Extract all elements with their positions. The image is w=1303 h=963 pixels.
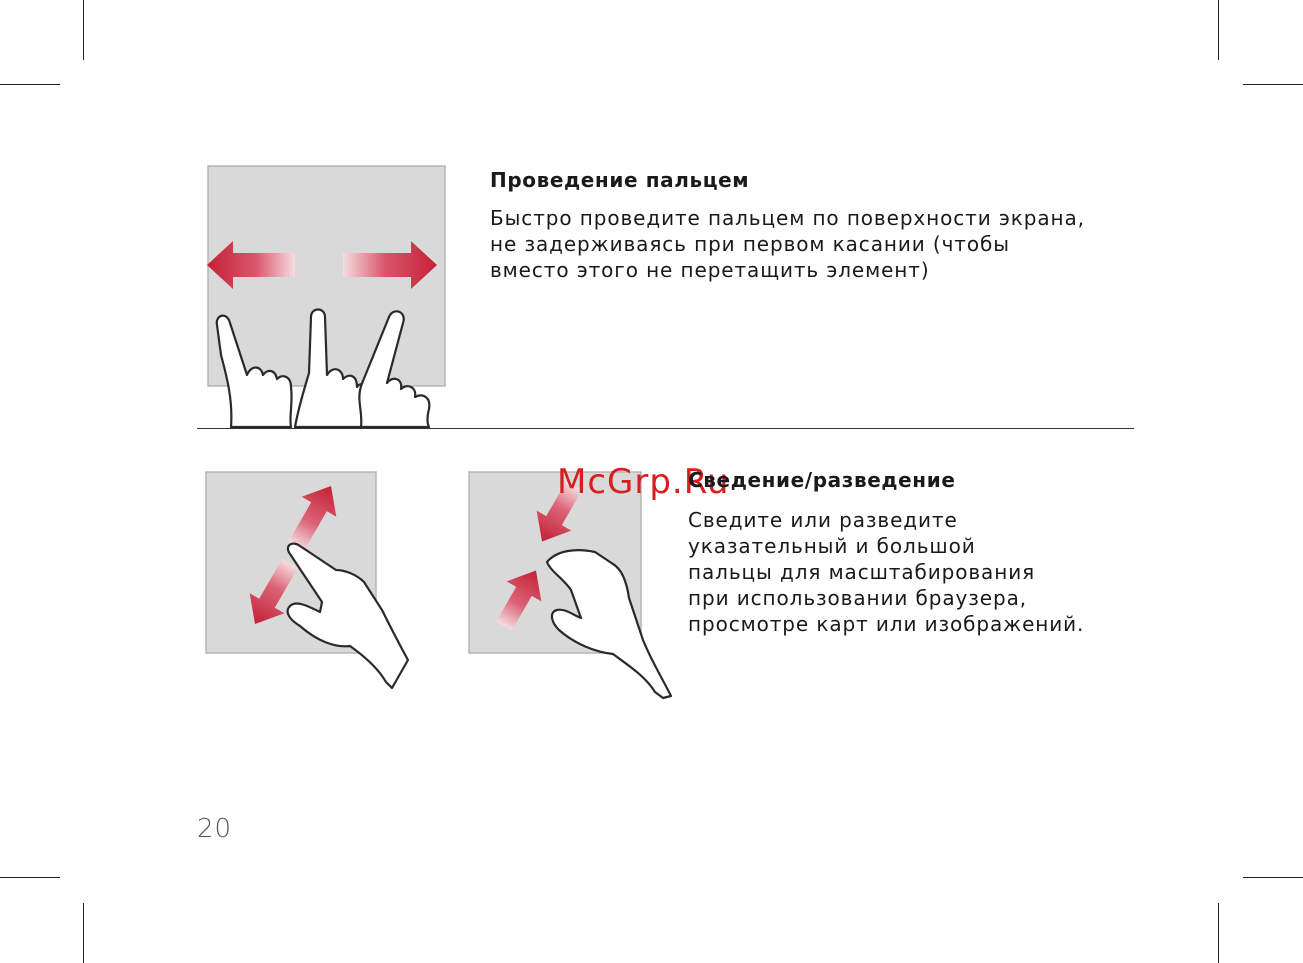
section-title-pinch: Сведение/разведение <box>688 468 956 492</box>
pinch-in-illustration <box>467 470 677 700</box>
crop-mark <box>83 903 84 963</box>
pinch-out-illustration <box>204 470 414 690</box>
crop-mark <box>1218 0 1219 60</box>
crop-mark <box>0 84 60 85</box>
section-divider <box>197 428 1134 429</box>
section-title-swipe: Проведение пальцем <box>490 168 750 192</box>
hand-icon <box>547 550 671 698</box>
crop-mark <box>83 0 84 60</box>
crop-mark <box>0 877 60 878</box>
crop-mark <box>1243 84 1303 85</box>
swipe-gesture-illustration <box>205 165 450 428</box>
section-body-pinch: Сведите или разведите указательный и большой пальцы для масштабирования при использовании браузера, просмотре карт или изображений. <box>688 508 1085 636</box>
page-number: 20 <box>197 814 233 844</box>
crop-mark <box>1243 877 1303 878</box>
section-body-swipe: Быстро проведите пальцем по поверхности экрана, не задерживаясь при первом касании (чтобы вместо этого не перетащить элемент) <box>490 206 1085 282</box>
watermark: McGrp.Ru <box>557 462 730 502</box>
crop-mark <box>1218 903 1219 963</box>
